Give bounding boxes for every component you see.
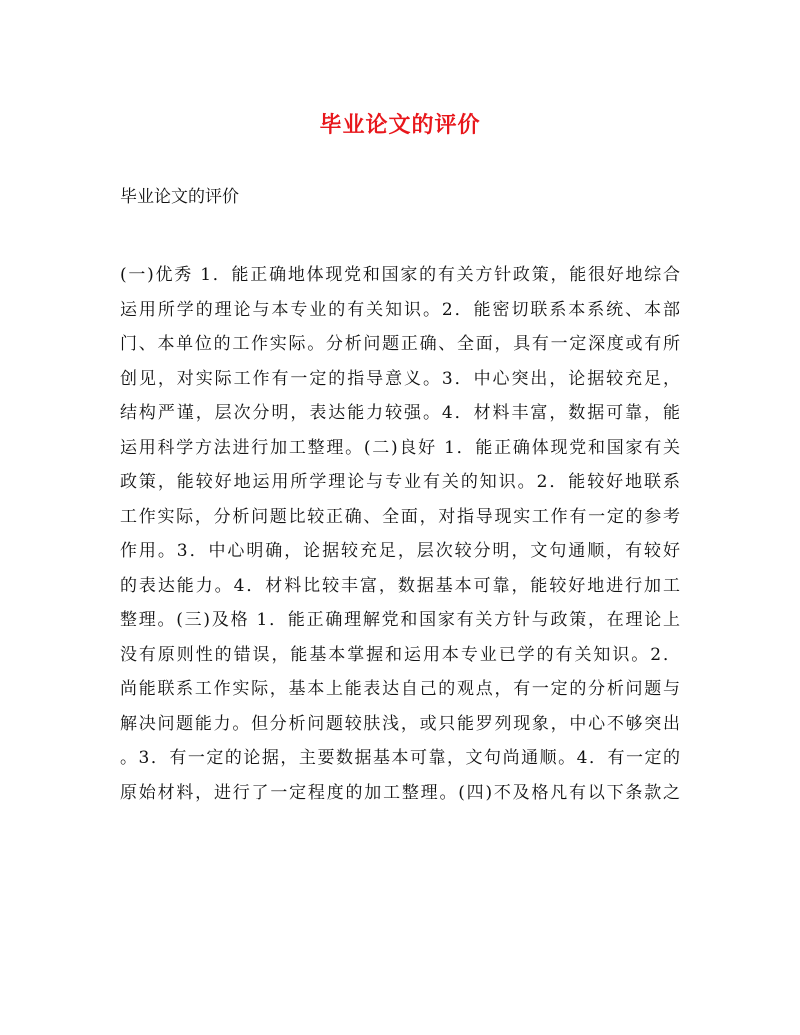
document-title: 毕业论文的评价: [319, 112, 481, 138]
body-line: 尚能联系工作实际，基本上能表达自己的观点，有一定的分析问题与: [120, 679, 680, 699]
document-subtitle: 毕业论文的评价: [120, 187, 239, 207]
body-line: 工作实际，分析问题比较正确、全面，对指导现实工作有一定的参考: [120, 506, 680, 527]
body-line: 整理。(三)及格 1．能正确理解党和国家有关方针与政策，在理论上: [120, 610, 680, 630]
body-line: 作用。3．中心明确，论据较充足，层次较分明，文句通顺，有较好: [120, 541, 680, 561]
body-line: 结构严谨，层次分明，表达能力较强。4．材料丰富，数据可靠，能: [120, 403, 680, 423]
body-line: 门、本单位的工作实际。分析问题正确、全面，具有一定深度或有所: [120, 334, 680, 354]
body-line: 。3．有一定的论据，主要数据基本可靠，文句尚通顺。4．有一定的: [120, 748, 680, 768]
body-line: 原始材料，进行了一定程度的加工整理。(四)不及格凡有以下条款之: [120, 782, 680, 803]
body-line: 运用科学方法进行加工整理。(二)良好 1．能正确体现党和国家有关: [120, 437, 680, 458]
body-line: 创见，对实际工作有一定的指导意义。3．中心突出，论据较充足，: [120, 368, 680, 389]
document-body: [120, 258, 680, 810]
body-line: 政策，能较好地运用所学理论与专业有关的知识。2．能较好地联系: [120, 472, 680, 492]
body-line: (一)优秀 1．能正确地体现党和国家的有关方针政策，能很好地综合: [120, 265, 680, 285]
body-line: 运用所学的理论与本专业的有关知识。2．能密切联系本系统、本部: [120, 299, 680, 320]
body-line: 解决问题能力。但分析问题较肤浅，或只能罗列现象，中心不够突出: [120, 713, 680, 734]
body-line: 没有原则性的错误，能基本掌握和运用本专业已学的有关知识。2．: [120, 644, 680, 665]
body-line: 的表达能力。4．材料比较丰富，数据基本可靠，能较好地进行加工: [120, 575, 680, 596]
